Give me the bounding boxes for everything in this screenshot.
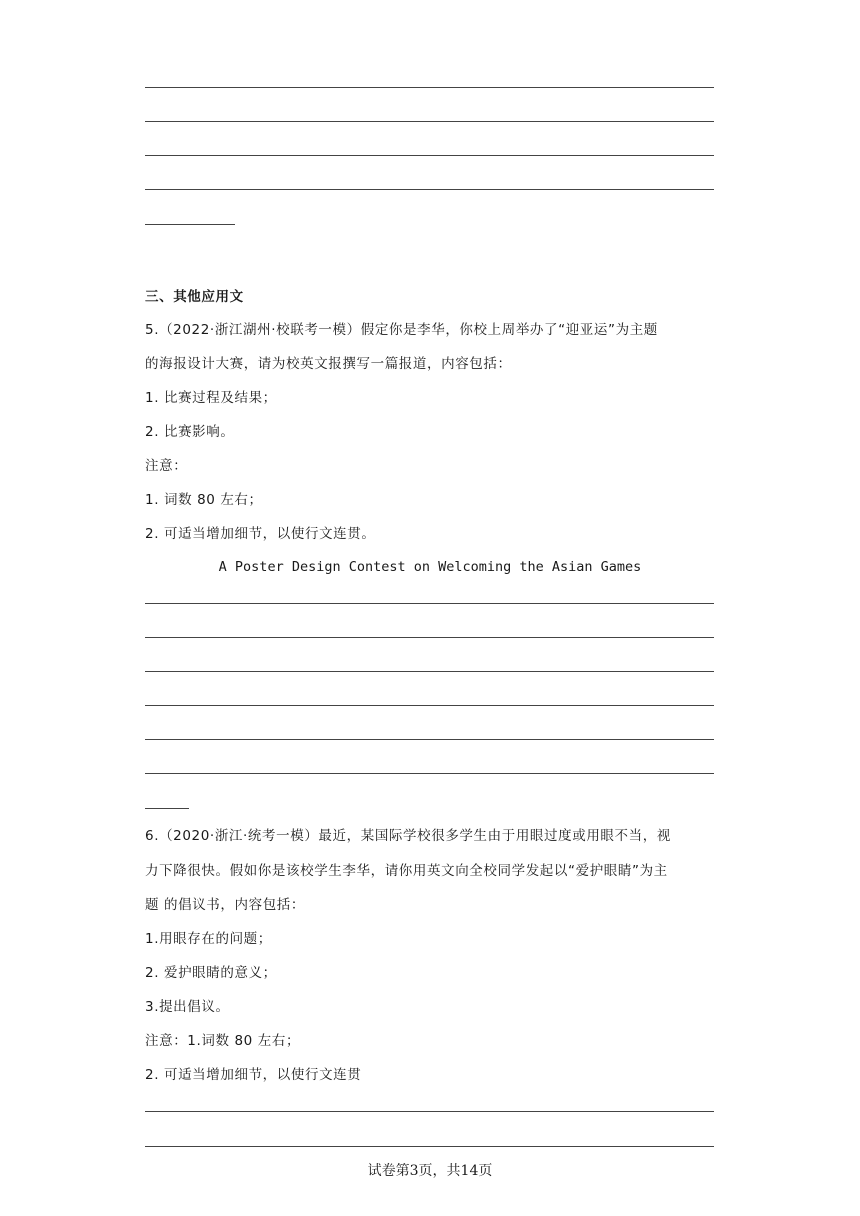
question-6-item: 3.提出倡议。	[145, 999, 230, 1015]
question-6-note: 注意：1.词数 80 左右；	[145, 1033, 301, 1049]
answer-line-end	[145, 808, 189, 809]
question-5-note-label: 注意：	[145, 458, 188, 474]
question-5-note: 1. 词数 80 左右；	[145, 492, 263, 508]
answer-line	[145, 603, 714, 604]
question-5-item: 2. 比赛影响。	[145, 424, 235, 440]
question-6-item: 1.用眼存在的问题；	[145, 931, 272, 947]
question-6-text: 6.（2020·浙江·统考一模）最近，某国际学校很多学生由于用眼过度或用眼不当，视	[145, 828, 671, 844]
question-6-text: 题 的倡议书，内容包括：	[145, 897, 305, 913]
answer-line	[145, 121, 714, 122]
question-6-text: 力下降很快。假如你是该校学生李华，请你用英文向全校同学发起以“爱护眼睛”为主	[145, 863, 668, 879]
question-5-text: 的海报设计大赛，请为校英文报撰写一篇报道，内容包括：	[145, 356, 512, 372]
answer-line	[145, 189, 714, 190]
answer-line	[145, 773, 714, 774]
question-5-note: 2. 可适当增加细节，以使行文连贯。	[145, 526, 376, 542]
answer-line	[145, 1111, 714, 1112]
answer-line-end	[145, 224, 235, 225]
answer-line	[145, 155, 714, 156]
question-5-item: 1. 比赛过程及结果；	[145, 390, 277, 406]
answer-line	[145, 1146, 714, 1147]
section-heading: 三、其他应用文	[145, 289, 244, 305]
page-footer: 试卷第3页，共14页	[367, 1163, 493, 1179]
question-6-note: 2. 可适当增加细节，以使行文连贯	[145, 1067, 362, 1083]
answer-line	[145, 705, 714, 706]
answer-line	[145, 739, 714, 740]
question-5-essay-title: A Poster Design Contest on Welcoming the Asian Games	[218, 559, 642, 575]
question-6-item: 2. 爱护眼睛的意义；	[145, 965, 277, 981]
answer-line	[145, 671, 714, 672]
question-5-text: 5.（2022·浙江湖州·校联考一模）假定你是李华，你校上周举办了“迎亚运”为主题	[145, 322, 658, 338]
answer-line	[145, 637, 714, 638]
answer-line	[145, 87, 714, 88]
